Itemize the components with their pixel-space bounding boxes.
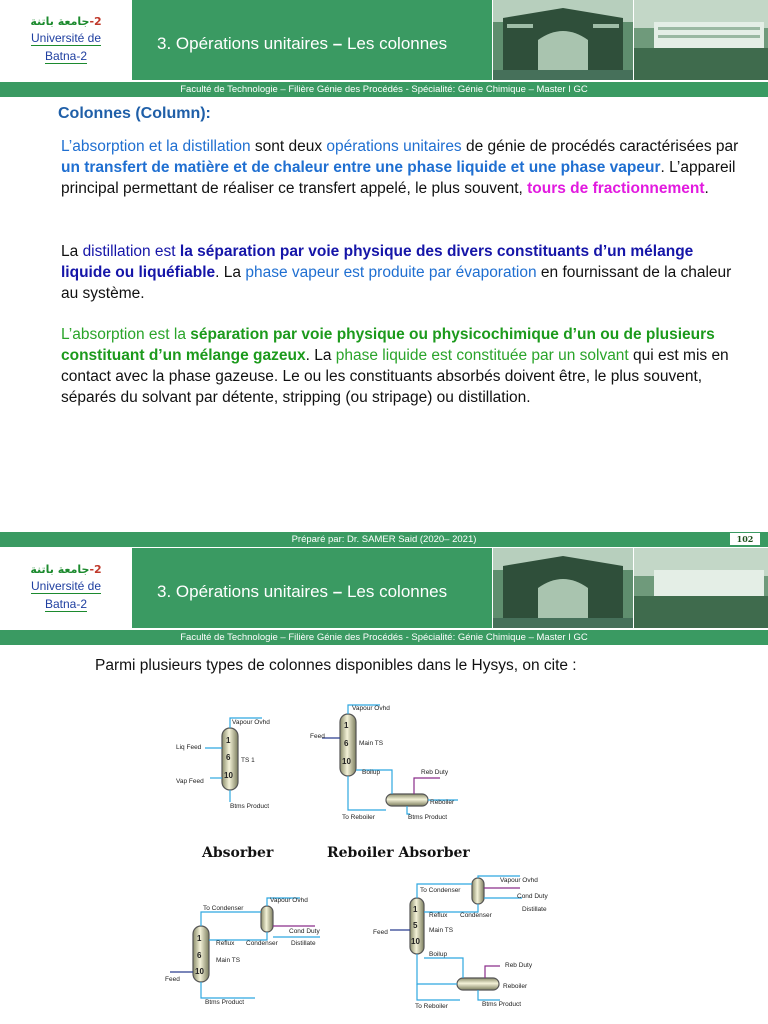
dist-bottom-label: Btms Product bbox=[482, 1001, 522, 1008]
absorber-name-label: TS 1 bbox=[241, 757, 255, 764]
absorber-vapour-label: Vapour Ovhd bbox=[232, 719, 270, 726]
campus-gate-photo bbox=[493, 0, 633, 80]
distillation-column-diagram bbox=[390, 876, 522, 1000]
dist-distillate-label: Distillate bbox=[522, 906, 547, 913]
dist-feed-label: Feed bbox=[373, 929, 388, 936]
paragraph-distillation: La distillation est la séparation par voie physique des divers constituants d’un mélange liquide ou liquéfiable. La phase vapeur est produite par évaporation en fournissant de la chaleur au système. bbox=[61, 243, 732, 302]
dist-name-label: Main TS bbox=[429, 927, 454, 934]
reb-absorber-duty-label: Reb Duty bbox=[421, 769, 449, 776]
svg-text:1: 1 bbox=[226, 736, 231, 745]
reboiler-absorber-label: Reboiler Absorber bbox=[327, 845, 470, 861]
logo-arabic-text: جامعة باتنة bbox=[30, 15, 90, 28]
reb-absorber-name-label: Main TS bbox=[359, 740, 384, 747]
campus-building-photo bbox=[634, 0, 768, 80]
hysys-intro-text: Parmi plusieurs types de colonnes disponibles dans le Hysys, on cite : bbox=[95, 657, 577, 674]
logo-arabic-text: جامعة باتنة bbox=[30, 563, 90, 576]
page-title: 3. Opérations unitaires – Les colonnes bbox=[157, 582, 448, 601]
reb-absorber-boilup-label: Boilup bbox=[362, 769, 381, 776]
hysys-column-diagrams bbox=[0, 548, 768, 1024]
faculty-banner: Faculté de Technologie – Filière Génie des Procédés - Spécialité: Génie Chimique – Master I GC bbox=[0, 82, 768, 97]
absorber-vap-feed-label: Vap Feed bbox=[176, 778, 204, 785]
dist-cond-duty-label: Cond Duty bbox=[517, 893, 548, 900]
paragraph-intro: L’absorption et la distillation sont deux opérations unitaires de génie de procédés caractérisées par un transfert de matière et de chaleur entre une phase liquide et une phase vapeur. L’appareil principal permettant de réaliser ce transfert appelé, le plus souvent, tours de fractionnement. bbox=[61, 138, 739, 197]
faculty-banner: Faculté de Technologie – Filière Génie des Procédés - Spécialité: Génie Chimique – Master I GC bbox=[0, 630, 768, 645]
svg-text:1: 1 bbox=[344, 721, 349, 730]
svg-text:1: 1 bbox=[413, 905, 418, 914]
svg-text:6: 6 bbox=[344, 739, 349, 748]
title-bar bbox=[132, 0, 492, 80]
author-footer: Préparé par: Dr. SAMER Said (2020– 2021) bbox=[0, 532, 768, 547]
refluxed-reflux-label: Reflux bbox=[216, 940, 235, 947]
dist-to-reboiler-label: To Reboiler bbox=[415, 1003, 448, 1010]
refluxed-bottom-label: Btms Product bbox=[205, 999, 245, 1006]
refluxed-absorber-diagram bbox=[170, 898, 320, 998]
page-title: 3. Opérations unitaires – Les colonnes bbox=[157, 34, 448, 53]
reb-absorber-vapour-label: Vapour Ovhd bbox=[352, 705, 390, 712]
logo-line-1: Université de bbox=[30, 579, 102, 593]
dist-vapour-label: Vapour Ovhd bbox=[500, 877, 538, 884]
page-number: 102 bbox=[730, 533, 760, 545]
logo-number: 2- bbox=[89, 15, 102, 28]
absorber-bottom-label: Btms Product bbox=[230, 803, 270, 810]
dist-condenser-label: Condenser bbox=[460, 912, 492, 919]
logo-line-2: Batna-2 bbox=[44, 597, 88, 611]
section-title: Colonnes (Column): bbox=[58, 105, 211, 122]
logo-line-1: Université de bbox=[30, 31, 102, 45]
refluxed-distillate-label: Distillate bbox=[291, 940, 316, 947]
absorber-label: Absorber bbox=[202, 845, 274, 861]
reb-absorber-feed-label: Feed bbox=[310, 733, 325, 740]
dist-to-condenser-label: To Condenser bbox=[420, 887, 461, 894]
refluxed-feed-label: Feed bbox=[165, 976, 180, 983]
dist-boilup-label: Boilup bbox=[429, 951, 448, 958]
paragraph-absorption: L’absorption est la séparation par voie physique ou physicochimique d’un ou de plusieurs constituant d’un mélange gazeux. La phase liquide est constituée par un solvant qui est mis en contact avec la phase gazeuse. Le ou les constituants absorbés doivent être, le plus souvent, séparés du solvant par détente, stripping (ou stripage) ou distillation. bbox=[61, 326, 729, 406]
refluxed-to-condenser-label: To Condenser bbox=[203, 905, 244, 912]
university-logo bbox=[0, 0, 132, 80]
svg-text:1: 1 bbox=[197, 934, 202, 943]
svg-text:10: 10 bbox=[342, 757, 351, 766]
reb-absorber-bottom-label: Btms Product bbox=[408, 814, 448, 821]
svg-text:10: 10 bbox=[224, 771, 233, 780]
slide-header bbox=[0, 0, 768, 82]
refluxed-condenser-label: Condenser bbox=[246, 940, 278, 947]
logo-number: 2- bbox=[89, 563, 102, 576]
reb-absorber-to-reboiler-label: To Reboiler bbox=[342, 814, 375, 821]
refluxed-vapour-label: Vapour Ovhd bbox=[270, 897, 308, 904]
dist-reb-duty-label: Reb Duty bbox=[505, 962, 533, 969]
absorber-liq-feed-label: Liq Feed bbox=[176, 744, 202, 751]
svg-text:10: 10 bbox=[195, 967, 204, 976]
slide-2 bbox=[0, 548, 768, 1024]
svg-text:6: 6 bbox=[226, 753, 231, 762]
svg-text:6: 6 bbox=[197, 951, 202, 960]
dist-reflux-label: Reflux bbox=[429, 912, 448, 919]
refluxed-cond-duty-label: Cond Duty bbox=[289, 928, 320, 935]
reb-absorber-reboiler-label: Reboiler bbox=[430, 799, 455, 806]
dist-reboiler-label: Reboiler bbox=[503, 983, 528, 990]
svg-text:10: 10 bbox=[411, 937, 420, 946]
logo-line-2: Batna-2 bbox=[44, 49, 88, 63]
refluxed-name-label: Main TS bbox=[216, 957, 241, 964]
svg-text:5: 5 bbox=[413, 921, 418, 930]
